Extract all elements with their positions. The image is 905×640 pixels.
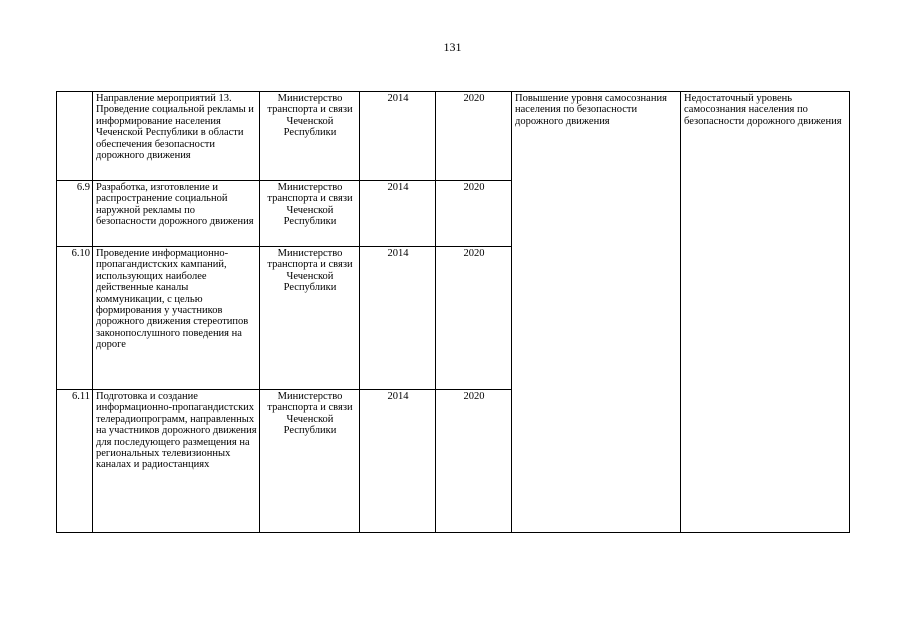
row-number: 6.11 [57, 390, 93, 533]
measures-table [56, 91, 850, 533]
executor: Министерство транспорта и связи Чеченской Республики [260, 390, 360, 533]
end-year: 2020 [436, 247, 512, 390]
end-year: 2020 [436, 92, 512, 181]
table-row [57, 92, 850, 181]
executor: Министерство транспорта и связи Чеченской Республики [260, 92, 360, 181]
row-number [57, 92, 93, 181]
problem-description: Недостаточный уровень самосознания населения по безопасности дорожного движения [681, 92, 850, 533]
start-year: 2014 [360, 92, 436, 181]
page-number: 131 [443, 40, 462, 54]
start-year: 2014 [360, 247, 436, 390]
executor: Министерство транспорта и связи Чеченской Республики [260, 181, 360, 247]
start-year: 2014 [360, 390, 436, 533]
end-year: 2020 [436, 390, 512, 533]
row-number: 6.9 [57, 181, 93, 247]
row-number: 6.10 [57, 247, 93, 390]
expected-result: Повышение уровня самосознания населения по безопасности дорожного движения [512, 92, 681, 533]
measure-description: Проведение информационно-пропагандистских кампаний, использующих наиболее действенные каналы коммуникации, с целью формирования у участников дорожного движения стереотипов законопослушного поведения на дороге [93, 247, 260, 390]
start-year: 2014 [360, 181, 436, 247]
measure-description: Разработка, изготовление и распространение социальной наружной рекламы по безопасности дорожного движения [93, 181, 260, 247]
measure-description: Подготовка и создание информационно-пропагандистских телерадиопрограмм, направленных на участников дорожного движения для последующего размещения на региональных телевизионных каналах и радиостанциях [93, 390, 260, 533]
end-year: 2020 [436, 181, 512, 247]
executor: Министерство транспорта и связи Чеченской Республики [260, 247, 360, 390]
measure-description: Направление мероприятий 13. Проведение социальной рекламы и информирование населения Чеченской Республики в области обеспечения безопасности дорожного движения [93, 92, 260, 181]
